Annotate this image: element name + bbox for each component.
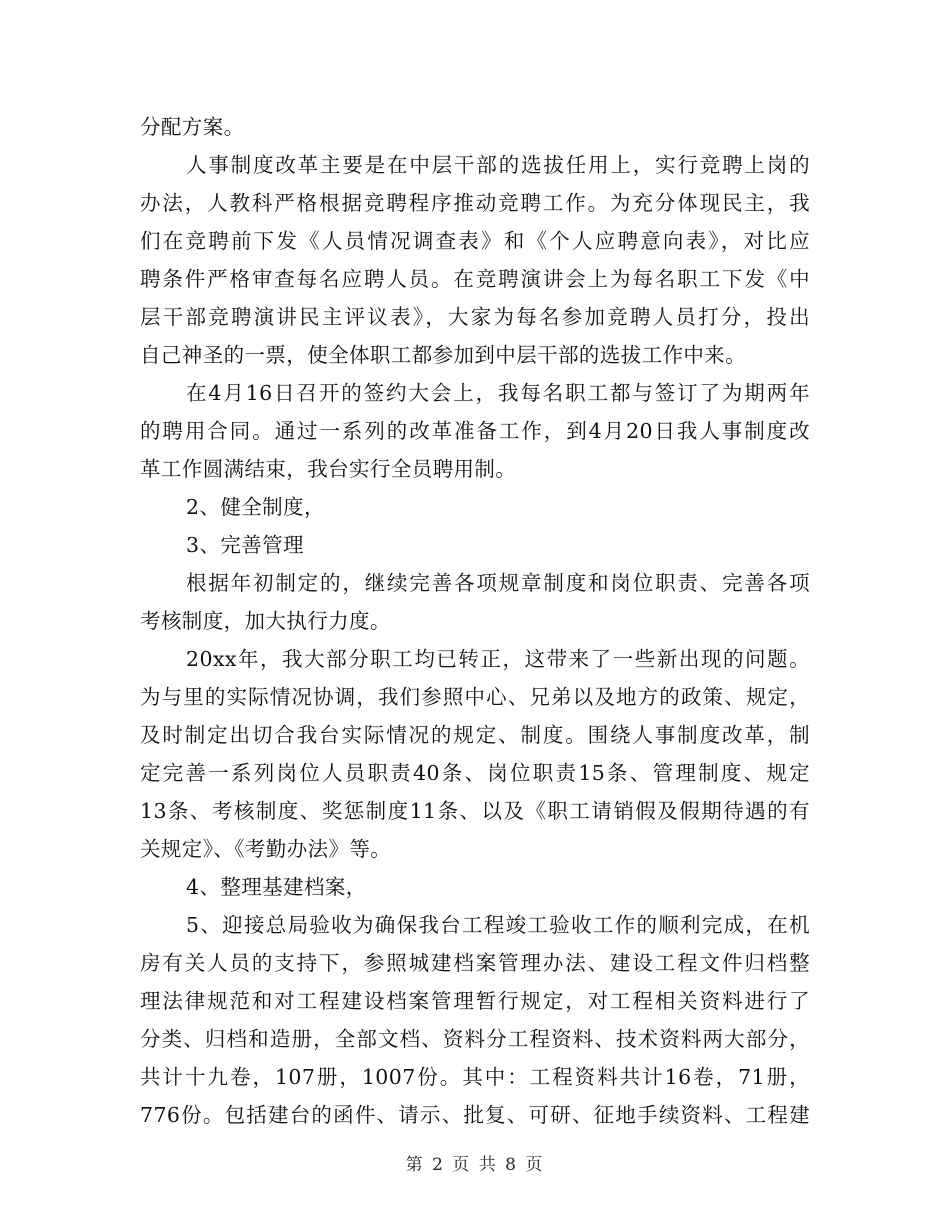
text-line: 共计十九卷，107册，1007份。其中：工程资料共计16卷，71册， (140, 1065, 810, 1089)
text-line: 13条、考核制度、奖惩制度11条、以及《职工请销假及假期待遇的有 (140, 799, 810, 823)
document-body (140, 108, 810, 1134)
text-line: 776份。包括建台的函件、请示、批复、可研、征地手续资料、工程建 (140, 1103, 810, 1127)
text-line: 房有关人员的支持下，参照城建档案管理办法、建设工程文件归档整 (140, 951, 810, 975)
text-line: 分配方案。 (140, 115, 245, 139)
text-line: 革工作圆满结束，我台实行全员聘用制。 (140, 457, 517, 481)
text-line: 分类、归档和造册，全部文档、资料分工程资料、技术资料两大部分， (140, 1027, 810, 1051)
text-line: 3、完善管理 (186, 533, 304, 557)
text-line: 人事制度改革主要是在中层干部的选拔任用上，实行竞聘上岗的 (186, 153, 810, 177)
text-line: 20xx年，我大部分职工均已转正，这带来了一些新出现的问题。 (186, 647, 810, 671)
text-line: 及时制定出切合我台实际情况的规定、制度。围绕人事制度改革，制 (140, 723, 810, 747)
text-line: 自己神圣的一票，使全体职工都参加到中层干部的选拔工作中来。 (140, 343, 747, 367)
page-number-footer: 第 2 页 共 8 页 (405, 1155, 545, 1175)
text-line: 2、健全制度， (186, 495, 325, 519)
text-line: 定完善一系列岗位人员职责40条、岗位职责15条、管理制度、规定 (140, 761, 810, 785)
text-line: 在4月16日召开的签约大会上，我每名职工都与签订了为期两年 (186, 381, 810, 405)
text-line: 们在竞聘前下发《人员情况调查表》和《个人应聘意向表》，对比应 (140, 229, 810, 253)
text-line: 为与里的实际情况协调，我们参照中心、兄弟以及地方的政策、规定， (140, 685, 810, 709)
text-line: 关规定》、《考勤办法》等。 (140, 837, 392, 861)
text-line: 考核制度，加大执行力度。 (140, 609, 391, 633)
text-line: 根据年初制定的，继续完善各项规章制度和岗位职责、完善各项 (186, 571, 810, 595)
text-line: 的聘用合同。通过一系列的改革准备工作，到4月20日我人事制度改 (140, 419, 810, 443)
text-line: 聘条件严格审查每名应聘人员。在竞聘演讲会上为每名职工下发《中 (140, 267, 810, 291)
text-line: 层干部竞聘演讲民主评议表》，大家为每名参加竞聘人员打分，投出 (140, 305, 810, 329)
text-line: 理法律规范和对工程建设档案管理暂行规定，对工程相关资料进行了 (140, 989, 810, 1013)
text-line: 办法，人教科严格根据竞聘程序推动竞聘工作。为充分体现民主，我 (140, 191, 810, 215)
text-line: 5、迎接总局验收为确保我台工程竣工验收工作的顺利完成，在机 (186, 913, 810, 937)
text-line: 4、整理基建档案， (186, 875, 367, 899)
